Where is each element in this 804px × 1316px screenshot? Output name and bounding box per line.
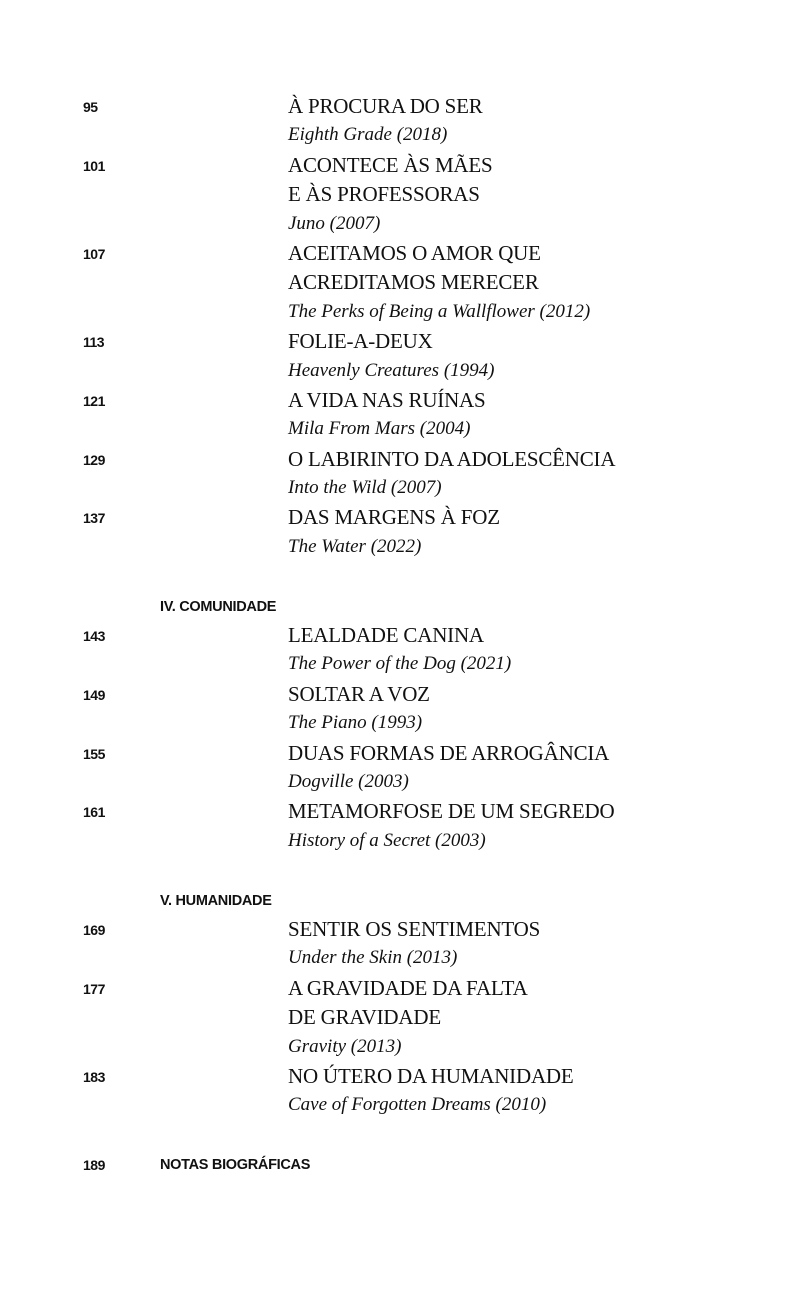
toc-entry-row <box>0 268 804 297</box>
section-heading: IV. COMUNIDADE <box>160 598 277 615</box>
toc-entry-row <box>0 915 804 944</box>
film-row <box>0 1091 804 1120</box>
notes-heading: NOTAS BIOGRÁFICAS <box>160 1157 311 1174</box>
section-heading-row <box>0 886 804 915</box>
chapter-title: O LABIRINTO DA ADOLESCÊNCIA <box>288 446 616 471</box>
film-row <box>0 827 804 856</box>
film-title: Eighth Grade (2018) <box>288 124 448 146</box>
chapter-title: DE GRAVIDADE <box>288 1005 441 1030</box>
page-number: 129 <box>83 451 105 468</box>
toc-list <box>0 92 804 1179</box>
film-row <box>0 1033 804 1062</box>
film-title: Mila From Mars (2004) <box>288 418 471 440</box>
chapter-title: NO ÚTERO DA HUMANIDADE <box>288 1063 574 1088</box>
film-row <box>0 415 804 444</box>
page-number: 161 <box>83 804 105 821</box>
film-title: Into the Wild (2007) <box>288 477 442 499</box>
film-title: Under the Skin (2013) <box>288 947 458 969</box>
film-row <box>0 298 804 327</box>
toc-entry-row <box>0 797 804 826</box>
film-title: Cave of Forgotten Dreams (2010) <box>288 1094 547 1116</box>
chapter-title: METAMORFOSE DE UM SEGREDO <box>288 799 615 824</box>
film-row <box>0 474 804 503</box>
toc-entry-row <box>0 327 804 356</box>
page-number: 169 <box>83 921 105 938</box>
toc-entry-row <box>0 1003 804 1032</box>
chapter-title: SENTIR OS SENTIMENTOS <box>288 916 541 941</box>
page-number: 149 <box>83 686 105 703</box>
toc-group-a <box>0 92 804 562</box>
page-number: 95 <box>83 99 98 115</box>
film-title: The Perks of Being a Wallflower (2012) <box>288 300 591 322</box>
page-number: 101 <box>83 157 105 174</box>
film-row <box>0 944 804 973</box>
toc-entry-row <box>0 151 804 180</box>
section-gap <box>0 1121 804 1150</box>
page-number: 155 <box>83 745 105 762</box>
chapter-title: A VIDA NAS RUÍNAS <box>288 387 486 412</box>
page-number: 113 <box>83 334 105 351</box>
chapter-title: À PROCURA DO SER <box>288 94 483 118</box>
chapter-title: A GRAVIDADE DA FALTA <box>288 975 528 1000</box>
toc-entry-row <box>0 739 804 768</box>
film-title: Juno (2007) <box>288 212 381 234</box>
chapter-title: ACONTECE ÀS MÃES <box>288 152 493 177</box>
film-row <box>0 533 804 562</box>
toc-entry-row <box>0 974 804 1003</box>
page-number: 183 <box>83 1068 105 1085</box>
chapter-title: SOLTAR A VOZ <box>288 681 430 706</box>
chapter-title: DUAS FORMAS DE ARROGÂNCIA <box>288 740 610 765</box>
page-number: 137 <box>83 510 105 527</box>
section-heading-row <box>0 592 804 621</box>
film-row <box>0 650 804 679</box>
film-row <box>0 709 804 738</box>
toc-entry-row <box>0 1062 804 1091</box>
film-title: History of a Secret (2003) <box>288 829 486 851</box>
toc-entry-row <box>0 621 804 650</box>
page-number: 121 <box>83 392 105 409</box>
film-title: Heavenly Creatures (1994) <box>288 359 495 381</box>
chapter-title: ACREDITAMOS MERECER <box>288 270 539 295</box>
film-row <box>0 210 804 239</box>
toc-entry-row <box>0 92 804 121</box>
film-title: Dogville (2003) <box>288 770 409 792</box>
film-title: The Piano (1993) <box>288 712 423 734</box>
section-heading: V. HUMANIDADE <box>160 892 272 909</box>
toc-entry-row <box>0 680 804 709</box>
chapter-title: ACEITAMOS O AMOR QUE <box>288 240 541 265</box>
toc-entry-row <box>0 503 804 532</box>
film-row <box>0 768 804 797</box>
section-gap <box>0 856 804 885</box>
toc-entry-row <box>0 445 804 474</box>
film-title: Gravity (2013) <box>288 1035 402 1057</box>
notes-row <box>0 1150 804 1179</box>
page-number: 107 <box>83 245 105 262</box>
toc-entry-row <box>0 239 804 268</box>
chapter-title: DAS MARGENS À FOZ <box>288 505 500 530</box>
film-title: The Power of the Dog (2021) <box>288 653 512 675</box>
chapter-title: E ÀS PROFESSORAS <box>288 182 480 207</box>
chapter-title: FOLIE-A-DEUX <box>288 329 433 354</box>
film-row <box>0 357 804 386</box>
film-row <box>0 121 804 150</box>
film-title: The Water (2022) <box>288 535 422 557</box>
toc-entry-row <box>0 386 804 415</box>
page-number: 177 <box>83 980 105 997</box>
page-number: 143 <box>83 628 105 645</box>
chapter-title: LEALDADE CANINA <box>288 623 484 648</box>
section-gap <box>0 562 804 591</box>
toc-entry-row <box>0 180 804 209</box>
toc-group-b <box>0 621 804 856</box>
toc-group-c <box>0 915 804 1121</box>
page-number: 189 <box>83 1157 105 1174</box>
